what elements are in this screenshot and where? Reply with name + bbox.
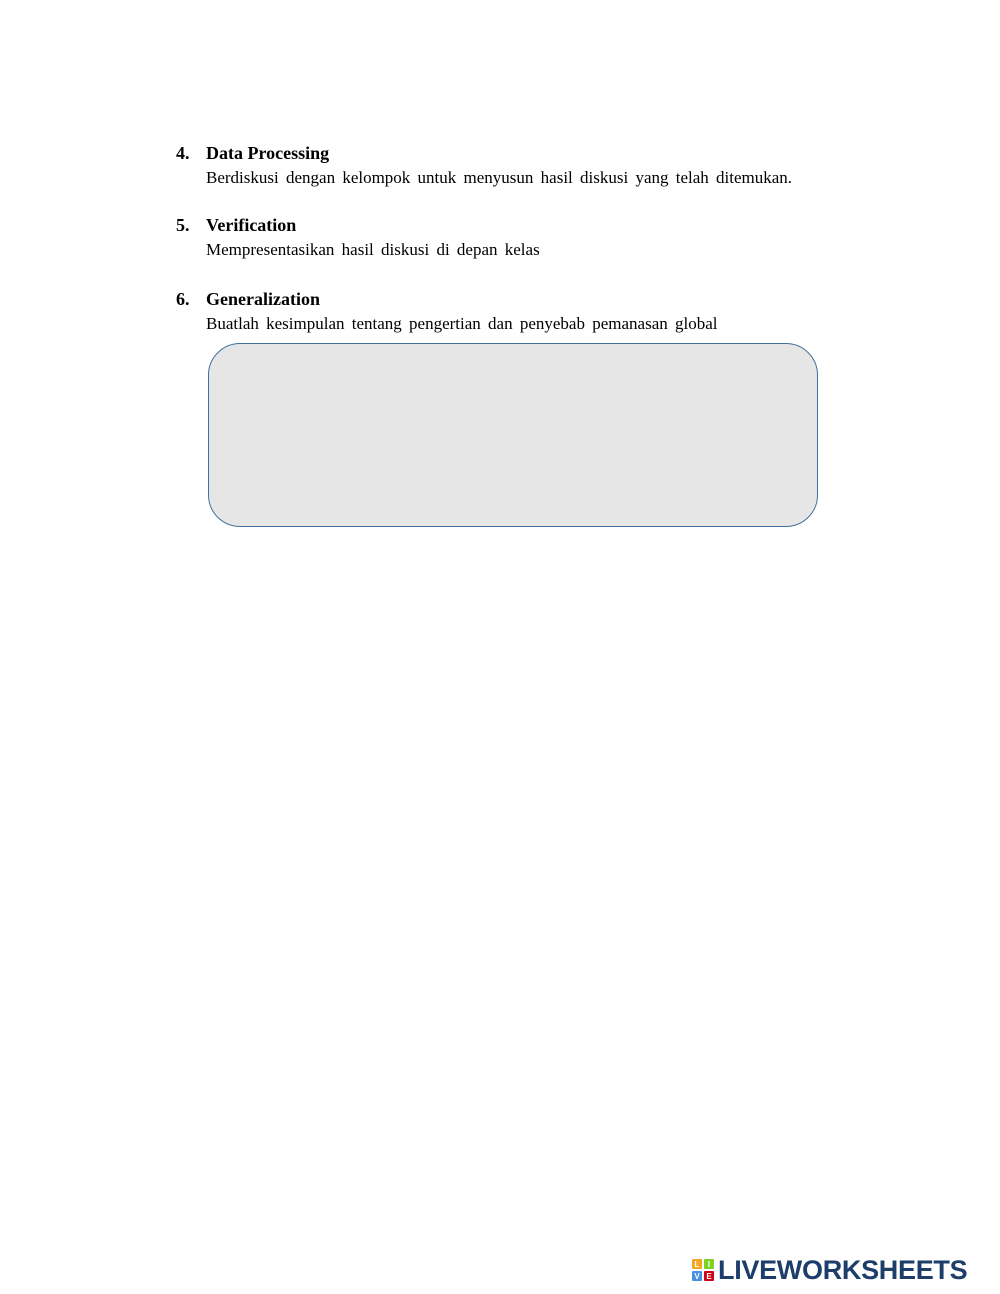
section-title: Generalization bbox=[206, 289, 320, 309]
section-number: 4. bbox=[176, 143, 190, 163]
section-number: 6. bbox=[176, 289, 190, 309]
section-heading bbox=[176, 214, 876, 236]
logo-tile: V bbox=[692, 1271, 702, 1281]
logo-tile: I bbox=[704, 1259, 714, 1269]
section-heading bbox=[176, 142, 876, 164]
section-title: Data Processing bbox=[206, 143, 330, 163]
answer-box[interactable] bbox=[208, 343, 818, 527]
section-verification bbox=[176, 214, 876, 261]
section-instruction: Buatlah kesimpulan tentang pengertian dan penyebab pemanasan global bbox=[206, 314, 718, 333]
answer-input[interactable] bbox=[209, 344, 817, 526]
section-instruction: Berdiskusi dengan kelompok untuk menyusun hasil diskusi yang telah ditemukan. bbox=[206, 168, 793, 187]
brand-name: LIVEWORKSHEETS bbox=[718, 1254, 968, 1285]
section-heading bbox=[176, 288, 876, 310]
logo-tile: L bbox=[692, 1259, 702, 1269]
section-data-processing bbox=[176, 142, 876, 189]
section-instruction: Mempresentasikan hasil diskusi di depan kelas bbox=[206, 240, 540, 259]
section-title: Verification bbox=[206, 215, 297, 235]
liveworksheets-logo-icon bbox=[692, 1259, 714, 1281]
liveworksheets-brand bbox=[692, 1255, 967, 1285]
logo-tile: E bbox=[704, 1271, 714, 1281]
section-number: 5. bbox=[176, 215, 190, 235]
section-generalization bbox=[176, 288, 876, 335]
